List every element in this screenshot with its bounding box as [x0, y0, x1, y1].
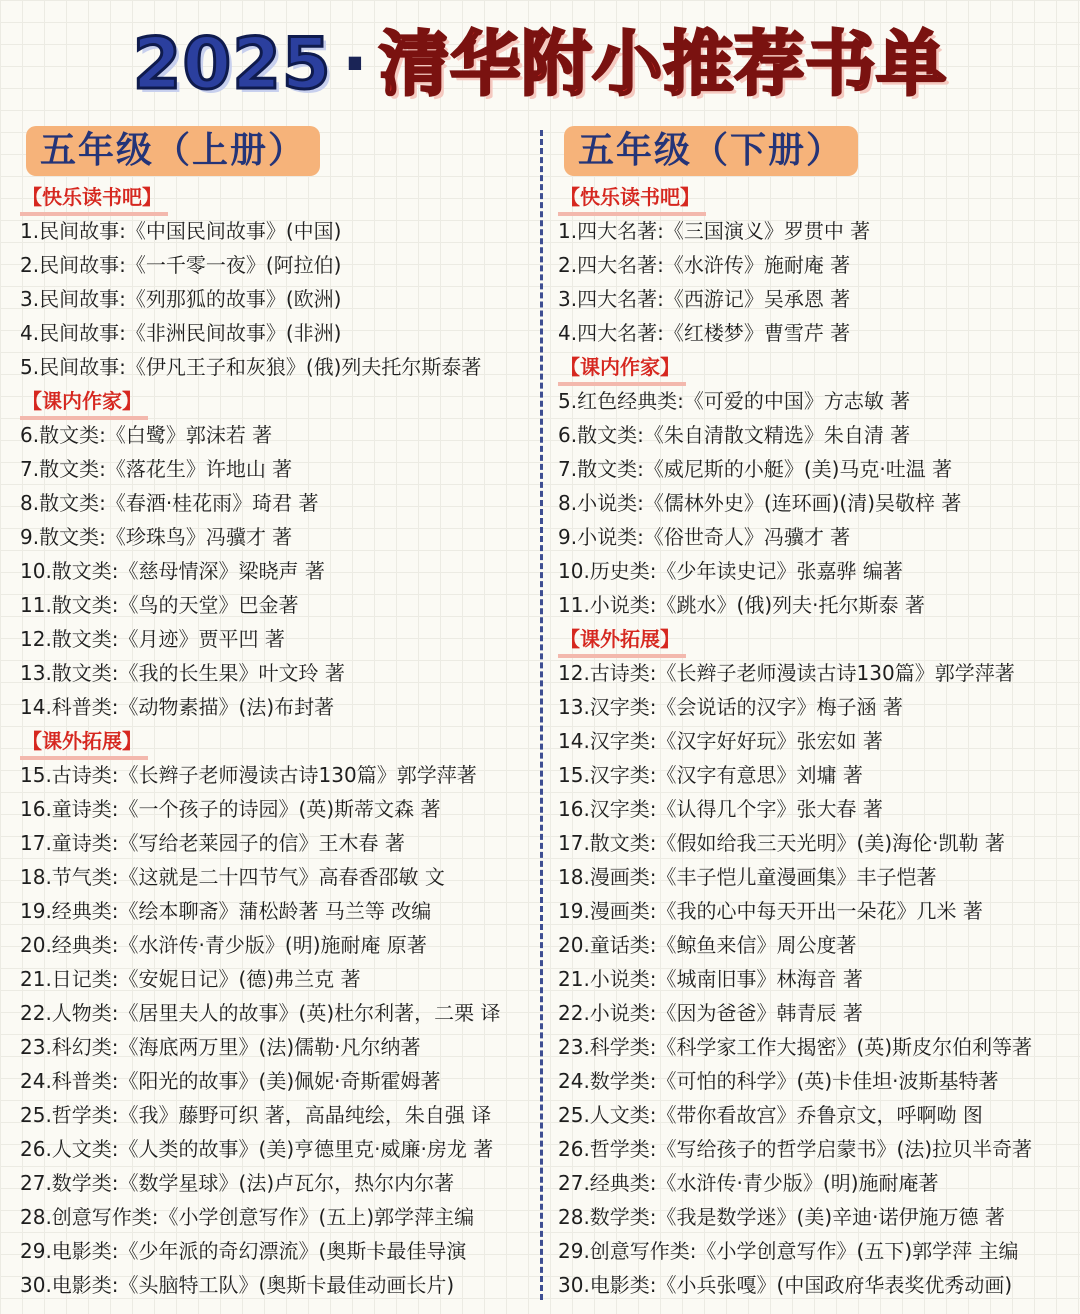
book-item: 28.数学类:《我是数学迷》(美)辛迪·诺伊施万德 著 — [558, 1205, 1005, 1229]
book-item: 21.日记类:《安妮日记》(德)弗兰克 著 — [20, 967, 361, 991]
book-item: 9.小说类:《俗世奇人》冯骥才 著 — [558, 525, 851, 549]
book-item: 29.电影类:《少年派的奇幻漂流》(奥斯卡最佳导演 — [20, 1239, 467, 1263]
section-heading — [558, 350, 1070, 384]
left-column — [20, 126, 530, 1302]
title-year: 2025 — [132, 23, 332, 105]
section-heading — [558, 622, 1070, 656]
book-item: 8.散文类:《春酒·桂花雨》琦君 著 — [20, 491, 319, 515]
book-item: 16.童诗类:《一个孩子的诗园》(英)斯蒂文森 著 — [20, 797, 441, 821]
book-item: 7.散文类:《威尼斯的小艇》(美)马克·吐温 著 — [558, 457, 953, 481]
column-divider — [540, 130, 543, 1300]
book-item: 23.科幻类:《海底两万里》(法)儒勒·凡尔纳著 — [20, 1035, 421, 1059]
book-item: 19.漫画类:《我的心中每天开出一朵花》几米 著 — [558, 899, 983, 923]
book-item: 12.散文类:《月迹》贾平凹 著 — [20, 627, 285, 651]
section-label: 【课内作家】 — [558, 352, 686, 386]
book-item: 24.数学类:《可怕的科学》(英)卡佳坦·波斯基特著 — [558, 1069, 999, 1093]
book-item: 10.历史类:《少年读史记》张嘉骅 编著 — [558, 559, 903, 583]
section-heading — [558, 180, 1070, 214]
grade-badge-upper: 五年级（上册） — [26, 126, 320, 176]
book-item: 2.民间故事:《一千零一夜》(阿拉伯) — [20, 253, 342, 277]
book-item: 17.散文类:《假如给我三天光明》(美)海伦·凯勒 著 — [558, 831, 1005, 855]
book-item: 2.四大名著:《水浒传》施耐庵 著 — [558, 253, 851, 277]
book-item: 27.经典类:《水浒传·青少版》(明)施耐庵著 — [558, 1171, 939, 1195]
right-book-list — [558, 180, 1070, 1302]
section-heading — [20, 180, 530, 214]
book-item: 11.散文类:《鸟的天堂》巴金著 — [20, 593, 299, 617]
book-item: 3.民间故事:《列那狐的故事》(欧洲) — [20, 287, 342, 311]
book-item: 22.小说类:《因为爸爸》韩青辰 著 — [558, 1001, 863, 1025]
section-heading — [20, 724, 530, 758]
book-item: 24.科普类:《阳光的故事》(美)佩妮·奇斯霍姆著 — [20, 1069, 441, 1093]
book-item: 15.古诗类:《长辫子老师漫读古诗130篇》郭学萍著 — [20, 763, 477, 787]
book-item: 27.数学类:《数学星球》(法)卢瓦尔，热尔内尔著 — [20, 1171, 455, 1195]
book-item: 4.民间故事:《非洲民间故事》(非洲) — [20, 321, 342, 345]
book-item: 20.经典类:《水浒传·青少版》(明)施耐庵 原著 — [20, 933, 427, 957]
left-book-list — [20, 180, 530, 1302]
book-item: 9.散文类:《珍珠鸟》冯骥才 著 — [20, 525, 293, 549]
book-item: 26.人文类:《人类的故事》(美)亨德里克·威廉·房龙 著 — [20, 1137, 494, 1161]
book-item: 3.四大名著:《西游记》吴承恩 著 — [558, 287, 851, 311]
section-heading — [20, 384, 530, 418]
book-item: 26.哲学类:《写给孩子的哲学启蒙书》(法)拉贝半奇著 — [558, 1137, 1033, 1161]
title-name: 清华附小推荐书单 — [379, 23, 948, 105]
book-item: 8.小说类:《儒林外史》(连环画)(清)吴敬梓 著 — [558, 491, 962, 515]
section-label: 【快乐读书吧】 — [558, 182, 706, 216]
title-dot: · — [341, 23, 370, 105]
book-item: 15.汉字类:《汉字有意思》刘墉 著 — [558, 763, 863, 787]
section-label: 【课外拓展】 — [20, 726, 148, 760]
book-item: 1.四大名著:《三国演义》罗贯中 著 — [558, 219, 871, 243]
book-item: 21.小说类:《城南旧事》林海音 著 — [558, 967, 863, 991]
book-item: 18.漫画类:《丰子恺儿童漫画集》丰子恺著 — [558, 865, 937, 889]
book-item: 23.科学类:《科学家工作大揭密》(英)斯皮尔伯利等著 — [558, 1035, 1033, 1059]
book-item: 10.散文类:《慈母情深》梁晓声 著 — [20, 559, 325, 583]
book-item: 29.创意写作类:《小学创意写作》(五下)郭学萍 主编 — [558, 1239, 1019, 1263]
page-title — [0, 14, 1080, 114]
book-item: 19.经典类:《绘本聊斋》蒲松龄著 马兰等 改编 — [20, 899, 432, 923]
book-item: 13.散文类:《我的长生果》叶文玲 著 — [20, 661, 345, 685]
book-item: 5.红色经典类:《可爱的中国》方志敏 著 — [558, 389, 911, 413]
book-item: 17.童诗类:《写给老莱园子的信》王木春 著 — [20, 831, 405, 855]
book-item: 13.汉字类:《会说话的汉字》梅子涵 著 — [558, 695, 903, 719]
book-item: 28.创意写作类:《小学创意写作》(五上)郭学萍主编 — [20, 1205, 475, 1229]
book-item: 1.民间故事:《中国民间故事》(中国) — [20, 219, 342, 243]
book-item: 6.散文类:《朱自清散文精选》朱自清 著 — [558, 423, 911, 447]
book-item: 12.古诗类:《长辫子老师漫读古诗130篇》郭学萍著 — [558, 661, 1015, 685]
book-item: 30.电影类:《头脑特工队》(奥斯卡最佳动画长片) — [20, 1273, 455, 1297]
book-item: 25.哲学类:《我》藤野可织 著，高晶纯绘，朱自强 译 — [20, 1103, 492, 1127]
book-item: 11.小说类:《跳水》(俄)列夫·托尔斯泰 著 — [558, 593, 925, 617]
right-column — [558, 126, 1070, 1302]
grade-badge-lower: 五年级（下册） — [564, 126, 858, 176]
book-item: 5.民间故事:《伊凡王子和灰狼》(俄)列夫托尔斯泰著 — [20, 355, 482, 379]
book-item: 7.散文类:《落花生》许地山 著 — [20, 457, 293, 481]
section-label: 【快乐读书吧】 — [20, 182, 168, 216]
book-item: 14.科普类:《动物素描》(法)布封著 — [20, 695, 335, 719]
book-item: 4.四大名著:《红楼梦》曹雪芹 著 — [558, 321, 851, 345]
book-item: 16.汉字类:《认得几个字》张大春 著 — [558, 797, 883, 821]
section-label: 【课外拓展】 — [558, 624, 686, 658]
book-item: 25.人文类:《带你看故宫》乔鲁京文，呼啊呦 图 — [558, 1103, 983, 1127]
book-item: 14.汉字类:《汉字好好玩》张宏如 著 — [558, 729, 883, 753]
book-item: 6.散文类:《白鹭》郭沫若 著 — [20, 423, 273, 447]
book-item: 22.人物类:《居里夫人的故事》(英)杜尔利著，二栗 译 — [20, 1001, 501, 1025]
book-item: 20.童话类:《鲸鱼来信》周公度著 — [558, 933, 857, 957]
book-item: 30.电影类:《小兵张嘎》(中国政府华表奖优秀动画) — [558, 1273, 1013, 1297]
book-item: 18.节气类:《这就是二十四节气》高春香邵敏 文 — [20, 865, 445, 889]
section-label: 【课内作家】 — [20, 386, 148, 420]
